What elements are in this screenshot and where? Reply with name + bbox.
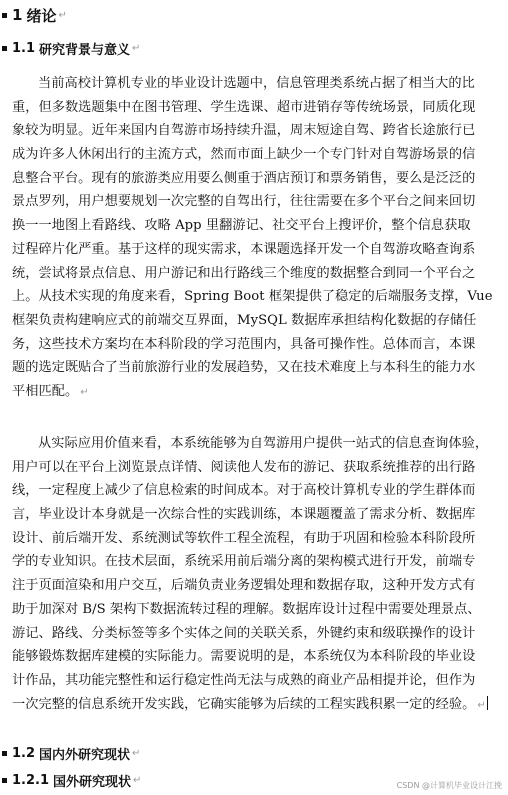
text-cursor-icon <box>487 696 488 710</box>
text-line: 计作品，其功能完整性和运行稳定性尚无法与成熟的商业产品相提并论，但作为 <box>12 672 476 688</box>
text-line: 游记、路线、分类标签等多个实体之间的关联关系，外键约束和级联操作的设计 <box>12 625 476 641</box>
heading-subsection-1-2-1 <box>0 770 141 790</box>
text-line: 能够锻炼数据库建模的实际能力。需要说明的是，本系统仅为本科阶段的毕业设 <box>12 649 476 665</box>
heading-number: 1.1 <box>12 40 36 56</box>
text-line: 从实际应用价值来看，本系统能够为自驾游用户提供一站式的信息查询体验， <box>38 436 489 451</box>
heading-bullet-icon <box>2 778 7 783</box>
text-line: 景点罗列，用户想要规划一次完整的自驾出行，往往需要在多个平台之间来回切 <box>12 194 476 210</box>
heading-text: 国外研究现状 <box>53 774 132 790</box>
watermark: CSDN @计算机毕业设计江挽 <box>396 781 502 790</box>
text-line: 象较为明显。近年来国内自驾游市场持续升温，周末短途自驾、跨省长途旅行已 <box>12 123 476 139</box>
text-line: 重，但多数选题集中在图书管理、学生选课、超市进销存等传统场景，同质化现 <box>12 99 476 115</box>
text-line: 线，一定程度上减少了信息检索的时间成本。对于高校计算机专业的学生群体而 <box>12 483 476 499</box>
paragraph-mark-icon: ↵ <box>133 774 142 786</box>
heading-text: 国内外研究现状 <box>39 747 131 763</box>
text-line: 上。从技术实现的角度来看，Spring Boot 框架提供了稳定的后端服务支撑，Vue <box>12 289 493 305</box>
heading-bullet-icon <box>2 46 7 51</box>
paragraph-significance <box>12 432 498 716</box>
text-line: 学的专业知识。在技术层面，系统采用前后端分离的架构模式进行开发，前端专 <box>12 554 476 570</box>
heading-number: 1 <box>12 6 23 24</box>
text-line: 平相匹配。 ↵ <box>12 383 89 399</box>
text-line: 题的选定既贴合了当前旅游行业的发展趋势，又在技术难度上与本科生的能力水 <box>12 360 476 376</box>
text-line: 助于加深对 B/S 架构下数据流转过程的理解。数据库设计过程中需要处理景点、 <box>12 601 481 617</box>
text-line: 息整合平台。现有的旅游类应用要么侧重于酒店预订和票务销售，要么是泛泛的 <box>12 170 476 186</box>
heading-section-1-2 <box>0 743 140 763</box>
text-line: 框架负责构建响应式的前端交互界面，MySQL 数据库承担结构化数据的存储任 <box>12 312 477 328</box>
paragraph-mark-icon: ↵ <box>132 42 141 54</box>
paragraph-mark-icon: ↵ <box>477 699 486 711</box>
paragraph-mark-icon: ↵ <box>132 747 141 759</box>
text-line: 注于页面渲染和用户交互，后端负责业务逻辑处理和数据存取，这种开发方式有 <box>12 578 476 594</box>
text-line: 用户可以在平台上浏览景点详情、阅读他人发布的游记、获取系统推荐的出行路 <box>12 459 476 475</box>
text-line: 成为许多人休闲出行的主流方式，然而市面上缺少一个专门针对自驾游场景的信 <box>12 147 476 163</box>
paragraph-mark-icon: ↵ <box>80 386 89 398</box>
paragraph-mark-icon: ↵ <box>58 9 67 21</box>
heading-bullet-icon <box>2 751 7 756</box>
text-line: 设计、前后端开发、系统测试等软件工程全流程，有助于巩固和检验本科阶段所 <box>12 530 476 546</box>
text-line: 统，尝试将景点信息、用户游记和出行路线三个维度的数据整合到同一个平台之 <box>12 265 476 281</box>
heading-text: 研究背景与意义 <box>39 42 131 58</box>
heading-bullet-icon <box>2 13 7 18</box>
paragraph-background <box>12 72 498 404</box>
heading-section-1-1 <box>0 38 140 58</box>
heading-text: 绪论 <box>26 6 57 25</box>
text-line: 一次完整的信息系统开发实践，它确实能够为后续的工程实践积累一定的经验。 ↵ <box>12 696 486 712</box>
heading-chapter-1 <box>0 4 67 26</box>
text-line: 务，这些技术方案均在本科阶段的学习范围内，具备可操作性。总体而言，本课 <box>12 336 476 352</box>
heading-number: 1.2.1 <box>12 772 50 788</box>
text-line: 当前高校计算机专业的毕业设计选题中，信息管理类系统占据了相当大的比 <box>38 76 475 91</box>
heading-number: 1.2 <box>12 745 36 761</box>
text-line: 言，毕业设计本身就是一次综合性的实践训练，本课题覆盖了需求分析、数据库 <box>12 507 476 523</box>
text-line: 换一一地图上看路线、攻略 App 里翻游记、社交平台上搜评价，整个信息获取 <box>12 218 471 234</box>
text-line: 过程碎片化严重。基于这样的现实需求，本课题选择开发一个自驾游攻略查询系 <box>12 241 476 257</box>
